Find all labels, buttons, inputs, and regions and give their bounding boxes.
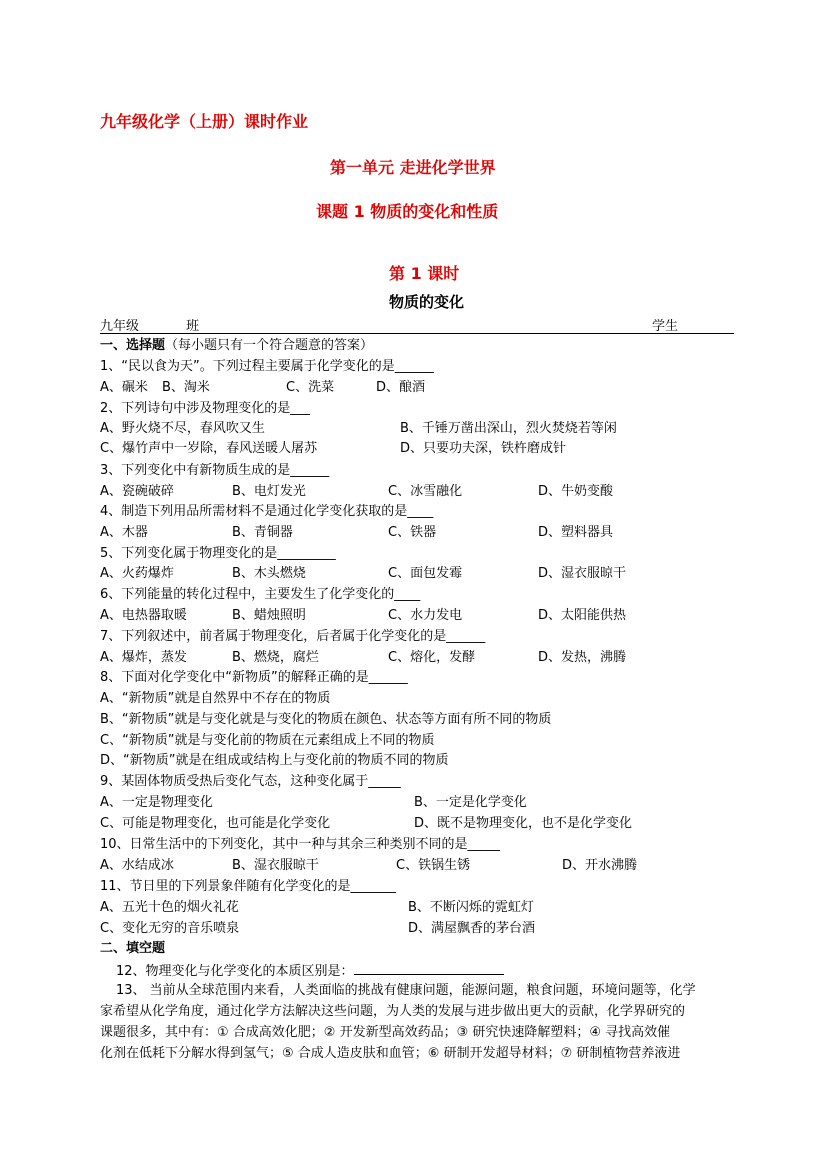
class-label: 班 — [186, 319, 200, 334]
question-stem: 9、某固体物质受热后变化气态，这种变化属于_____ — [100, 774, 401, 789]
option: D、开水沸腾 — [562, 858, 638, 873]
option: C、熔化，发酵 — [388, 650, 476, 665]
unit-title: 第一单元 走进化学世界 — [330, 158, 496, 177]
question-stem: 6、下列能量的转化过程中，主要发生了化学变化的____ — [100, 587, 421, 602]
question-stem: 12、物理变化与化学变化的本质区别是： — [116, 964, 354, 979]
option: B、青铜器 — [232, 525, 293, 540]
paragraph-line: 化剂在低耗下分解水得到氢气；⑤ 合成人造皮肤和血管；⑥ 研制开发超导材料；⑦ 研制植物营养液进 — [100, 1046, 681, 1061]
option: D、太阳能供热 — [538, 608, 627, 623]
option: D、牛奶变酸 — [538, 484, 614, 499]
option: B、电灯发光 — [232, 484, 306, 499]
option: C、铁器 — [388, 525, 437, 540]
option: D、塑料器具 — [538, 525, 614, 540]
option: C、面包发霉 — [388, 566, 463, 581]
question-stem: 7、下列叙述中，前者属于物理变化，后者属于化学变化的是______ — [100, 629, 486, 644]
option: C、冰雪融化 — [388, 484, 463, 499]
question-stem: 1、“民以食为天”。下列过程主要属于化学变化的是______ — [100, 359, 434, 374]
option: B、千锤万凿出深山，烈火焚烧若等闲 — [400, 421, 617, 436]
question-stem: 2、下列诗句中涉及物理变化的是___ — [100, 401, 310, 416]
section-note: （每小题只有一个符合题意的答案） — [165, 338, 374, 353]
fill-question-12 — [116, 961, 504, 981]
lesson-title: 课题 1 物质的变化和性质 — [316, 202, 499, 221]
paragraph-line: 课题很多，其中有：① 合成高效化肥；② 开发新型高效药品；③ 研究快速降解塑料；④ 寻找高效催 — [100, 1025, 671, 1040]
topic-title: 物质的变化 — [389, 293, 465, 311]
option: D、既不是物理变化，也不是化学变化 — [414, 816, 633, 831]
section-title: 一、选择题 — [100, 338, 166, 353]
option: C、变化无穷的音乐喷泉 — [100, 921, 240, 936]
question-stem: 3、下列变化中有新物质生成的是______ — [100, 463, 330, 478]
option: D、发热，沸腾 — [538, 650, 627, 665]
student-label: 学生 — [652, 319, 679, 334]
option: A、木器 — [100, 525, 148, 540]
option: C、爆竹声中一岁除，春风送暖人屠苏 — [100, 441, 318, 456]
paragraph-line: 13、 当前从全球范围内来看，人类面临的挑战有健康问题，能源问题，粮食问题，环境问题等，化学 — [116, 983, 696, 998]
question-stem: 11、节日里的下列景象伴随有化学变化的是_______ — [100, 879, 397, 894]
answer-blank — [354, 961, 504, 975]
option: B、不断闪烁的霓虹灯 — [408, 900, 534, 915]
document-title: 九年级化学（上册）课时作业 — [100, 112, 309, 131]
question-stem: 8、下面对化学变化中“新物质”的解释正确的是______ — [100, 670, 408, 685]
option: B、“新物质”就是与变化就是与变化的物质在颜色、状态等方面有所不同的物质 — [100, 712, 552, 727]
option: A、一定是物理变化 — [100, 795, 213, 810]
option: A、瓷碗破碎 — [100, 484, 174, 499]
option: C、可能是物理变化，也可能是化学变化 — [100, 816, 331, 831]
option: A、水结成冰 — [100, 858, 174, 873]
option: B、燃烧，腐烂 — [232, 650, 319, 665]
period-title: 第 1 课时 — [389, 264, 460, 283]
option: A、电热器取暖 — [100, 608, 187, 623]
option: B、蜡烛照明 — [232, 608, 306, 623]
grade-label: 九年级 — [100, 319, 140, 334]
question-stem: 10、日常生活中的下列变化，其中一种与其余三种类别不同的是_____ — [100, 837, 501, 852]
option: D、满屋飘香的茅台酒 — [408, 921, 536, 936]
option: D、酿酒 — [376, 380, 426, 395]
option: B、淘米 — [162, 380, 210, 395]
option: C、“新物质”就是与变化前的物质在元素组成上不同的物质 — [100, 733, 435, 748]
paragraph-line: 家希望从化学角度，通过化学方法解决这些问题，为人类的发展与进步做出更大的贡献，化学界研究的 — [100, 1004, 686, 1019]
option: A、火药爆炸 — [100, 566, 174, 581]
option: B、木头燃烧 — [232, 566, 306, 581]
option: B、湿衣服晾干 — [232, 858, 319, 873]
section-heading-choice — [100, 337, 373, 355]
option: A、碾米 — [100, 380, 148, 395]
option: C、洗菜 — [286, 380, 335, 395]
option: C、铁锅生锈 — [396, 858, 471, 873]
question-stem: 5、下列变化属于物理变化的是_________ — [100, 546, 336, 561]
option: D、只要功夫深，铁杵磨成针 — [400, 441, 567, 456]
option: B、一定是化学变化 — [414, 795, 527, 810]
option: A、“新物质”就是自然界中不存在的物质 — [100, 691, 331, 706]
option: C、水力发电 — [388, 608, 463, 623]
option: D、湿衣服晾干 — [538, 566, 627, 581]
option: D、“新物质”就是在组成或结构上与变化前的物质不同的物质 — [100, 753, 449, 768]
question-stem: 4、制造下列用品所需材料不是通过化学变化获取的是____ — [100, 504, 434, 519]
option: A、爆炸，蒸发 — [100, 650, 187, 665]
option: A、五光十色的烟火礼花 — [100, 900, 239, 915]
option: A、野火烧不尽，春风吹又生 — [100, 421, 265, 436]
student-info-line — [100, 315, 734, 334]
section-heading-fill: 二、填空题 — [100, 941, 166, 956]
